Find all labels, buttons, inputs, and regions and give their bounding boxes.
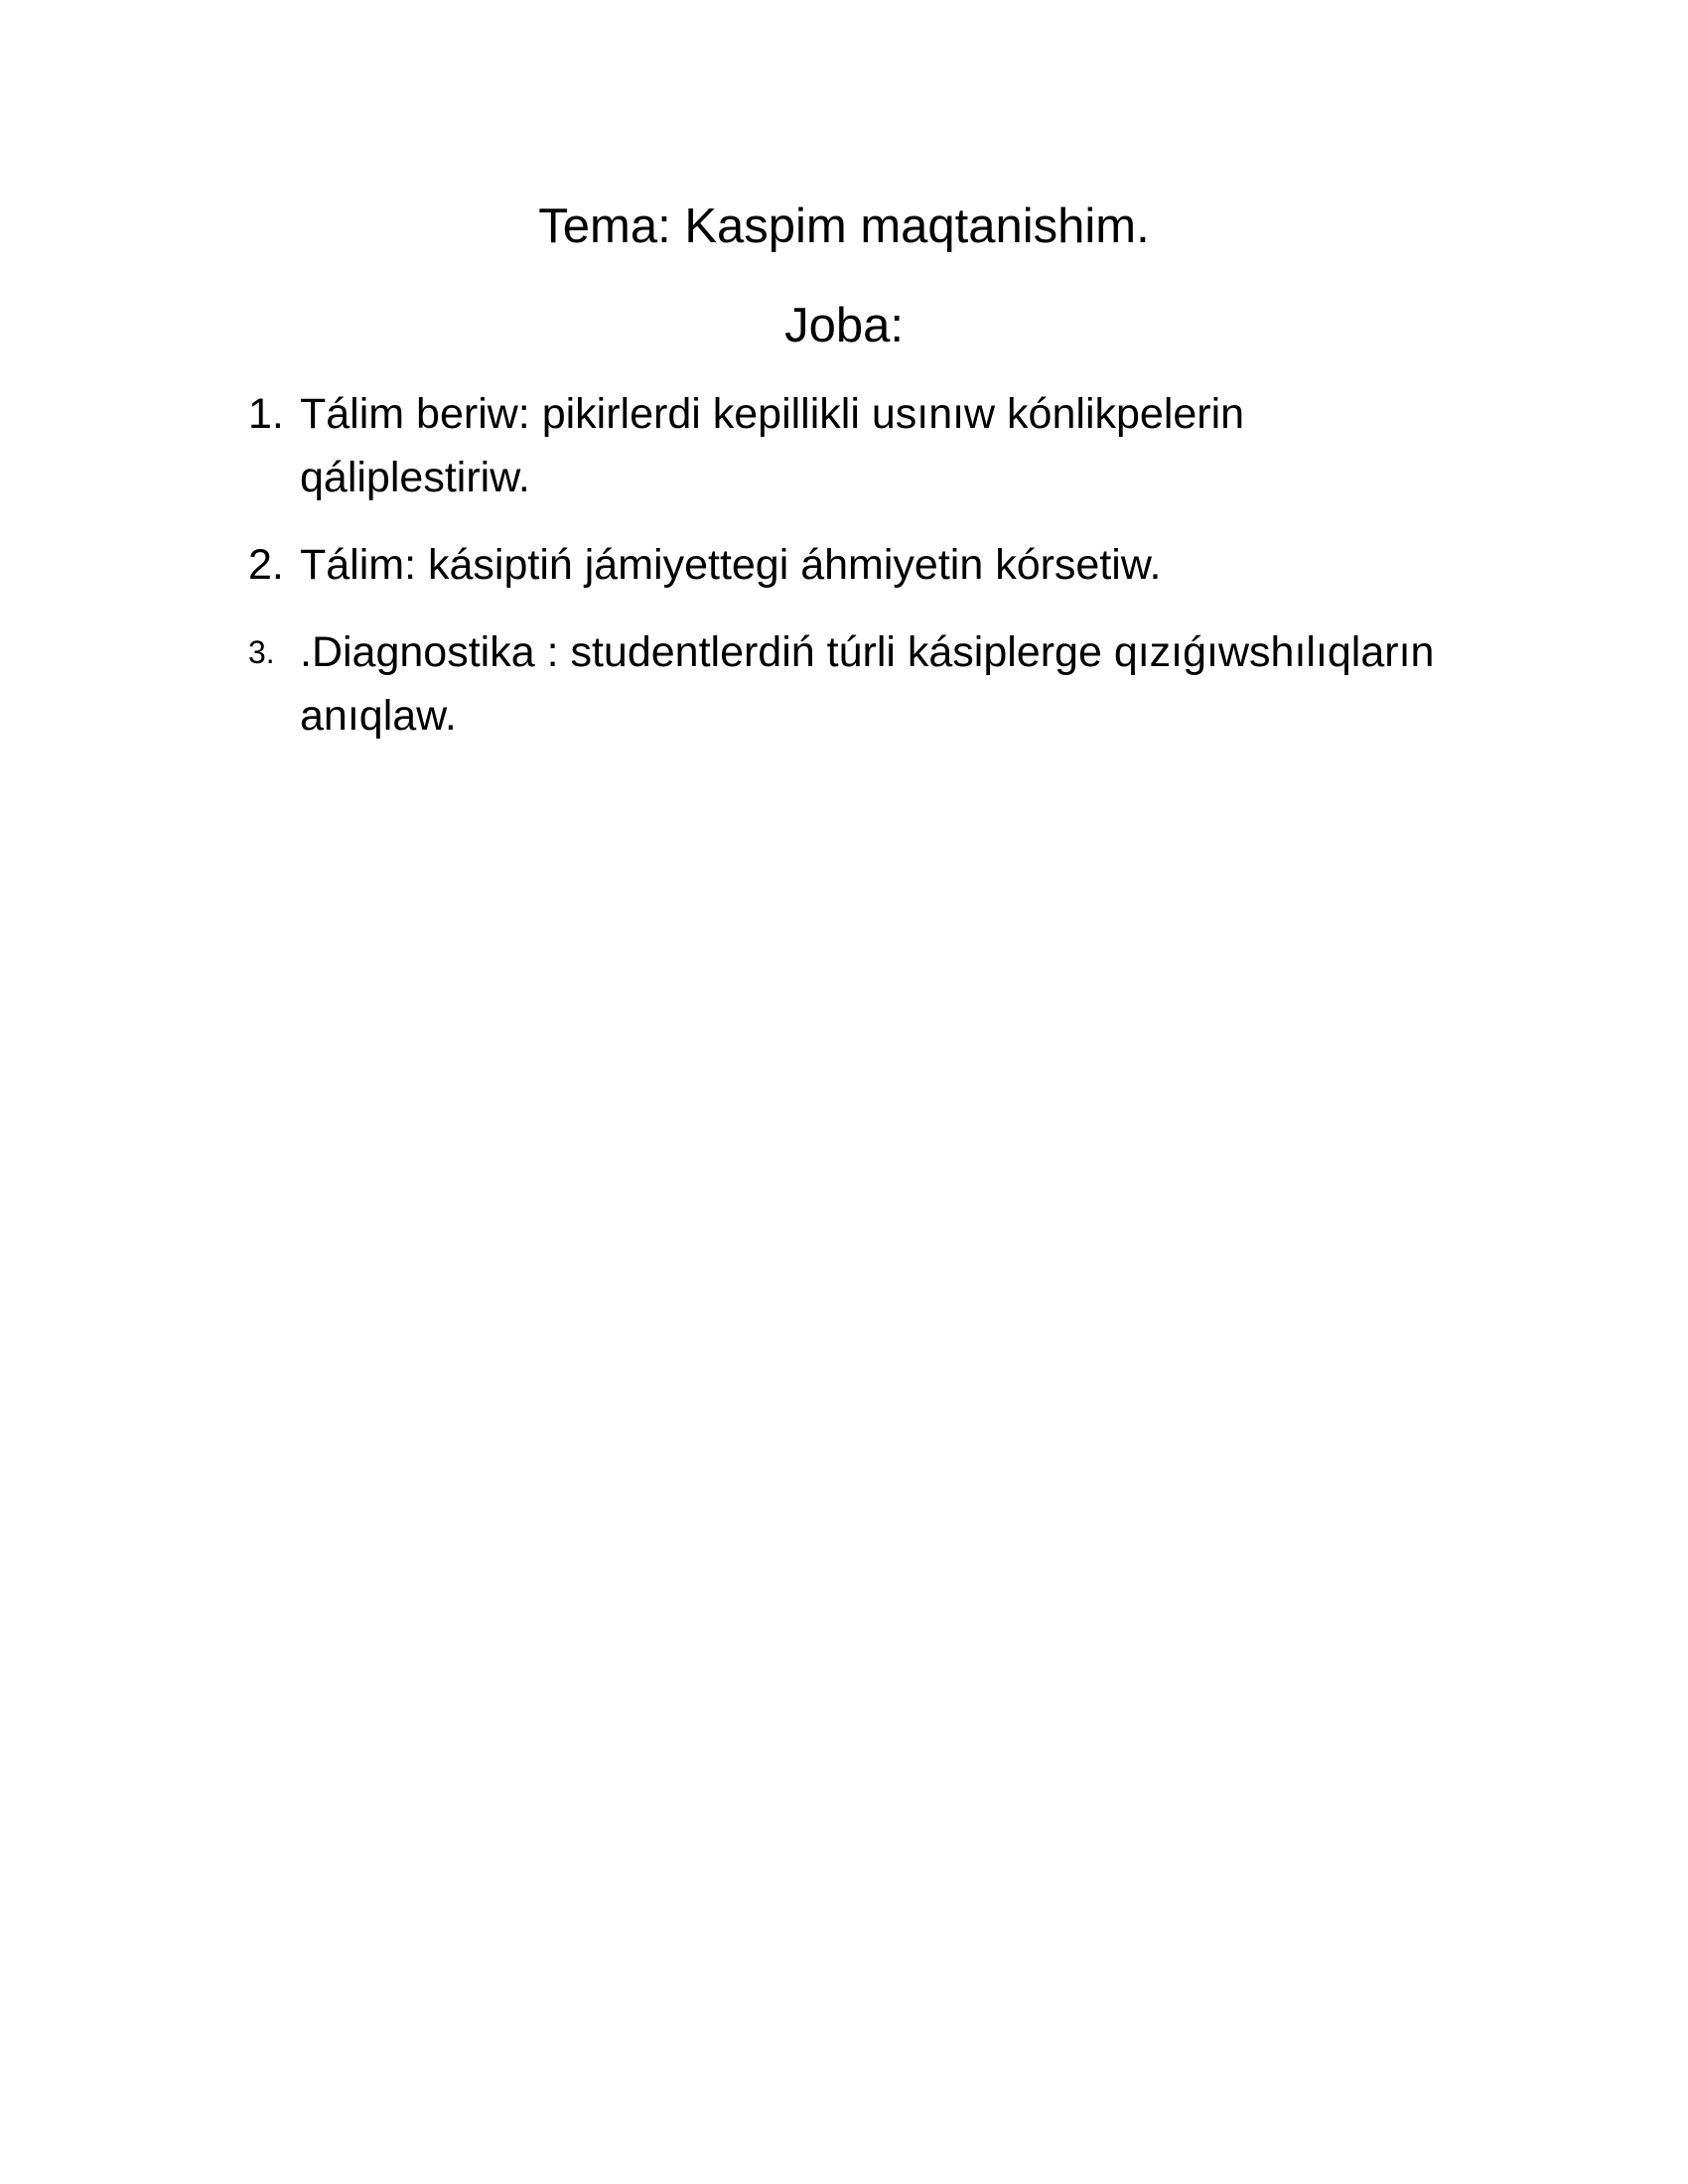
- list-item-text: Tálim: kásiptiń jámiyettegi áhmiyetin kórsetiw.: [300, 541, 1162, 589]
- plan-list: [248, 382, 1440, 771]
- list-item-text: Tálim beriw: pikirlerdi kepillikli usınıw kónlikpelerin qáliplestiriw.: [300, 390, 1245, 501]
- list-item-number: 1.: [248, 390, 284, 438]
- document-subtitle: Joba:: [784, 299, 904, 352]
- list-item: [248, 620, 1440, 748]
- list-item: [248, 382, 1440, 509]
- list-item-number: 2.: [248, 541, 284, 589]
- list-item-number: 3.: [248, 634, 275, 670]
- list-item: [248, 533, 1440, 597]
- list-item-text: .Diagnostika : studentlerdiń túrli kásiplerge qızıǵıwshılıqların anıqlaw.: [300, 628, 1435, 740]
- document-title: Tema: Kaspim maqtanishim.: [538, 200, 1150, 253]
